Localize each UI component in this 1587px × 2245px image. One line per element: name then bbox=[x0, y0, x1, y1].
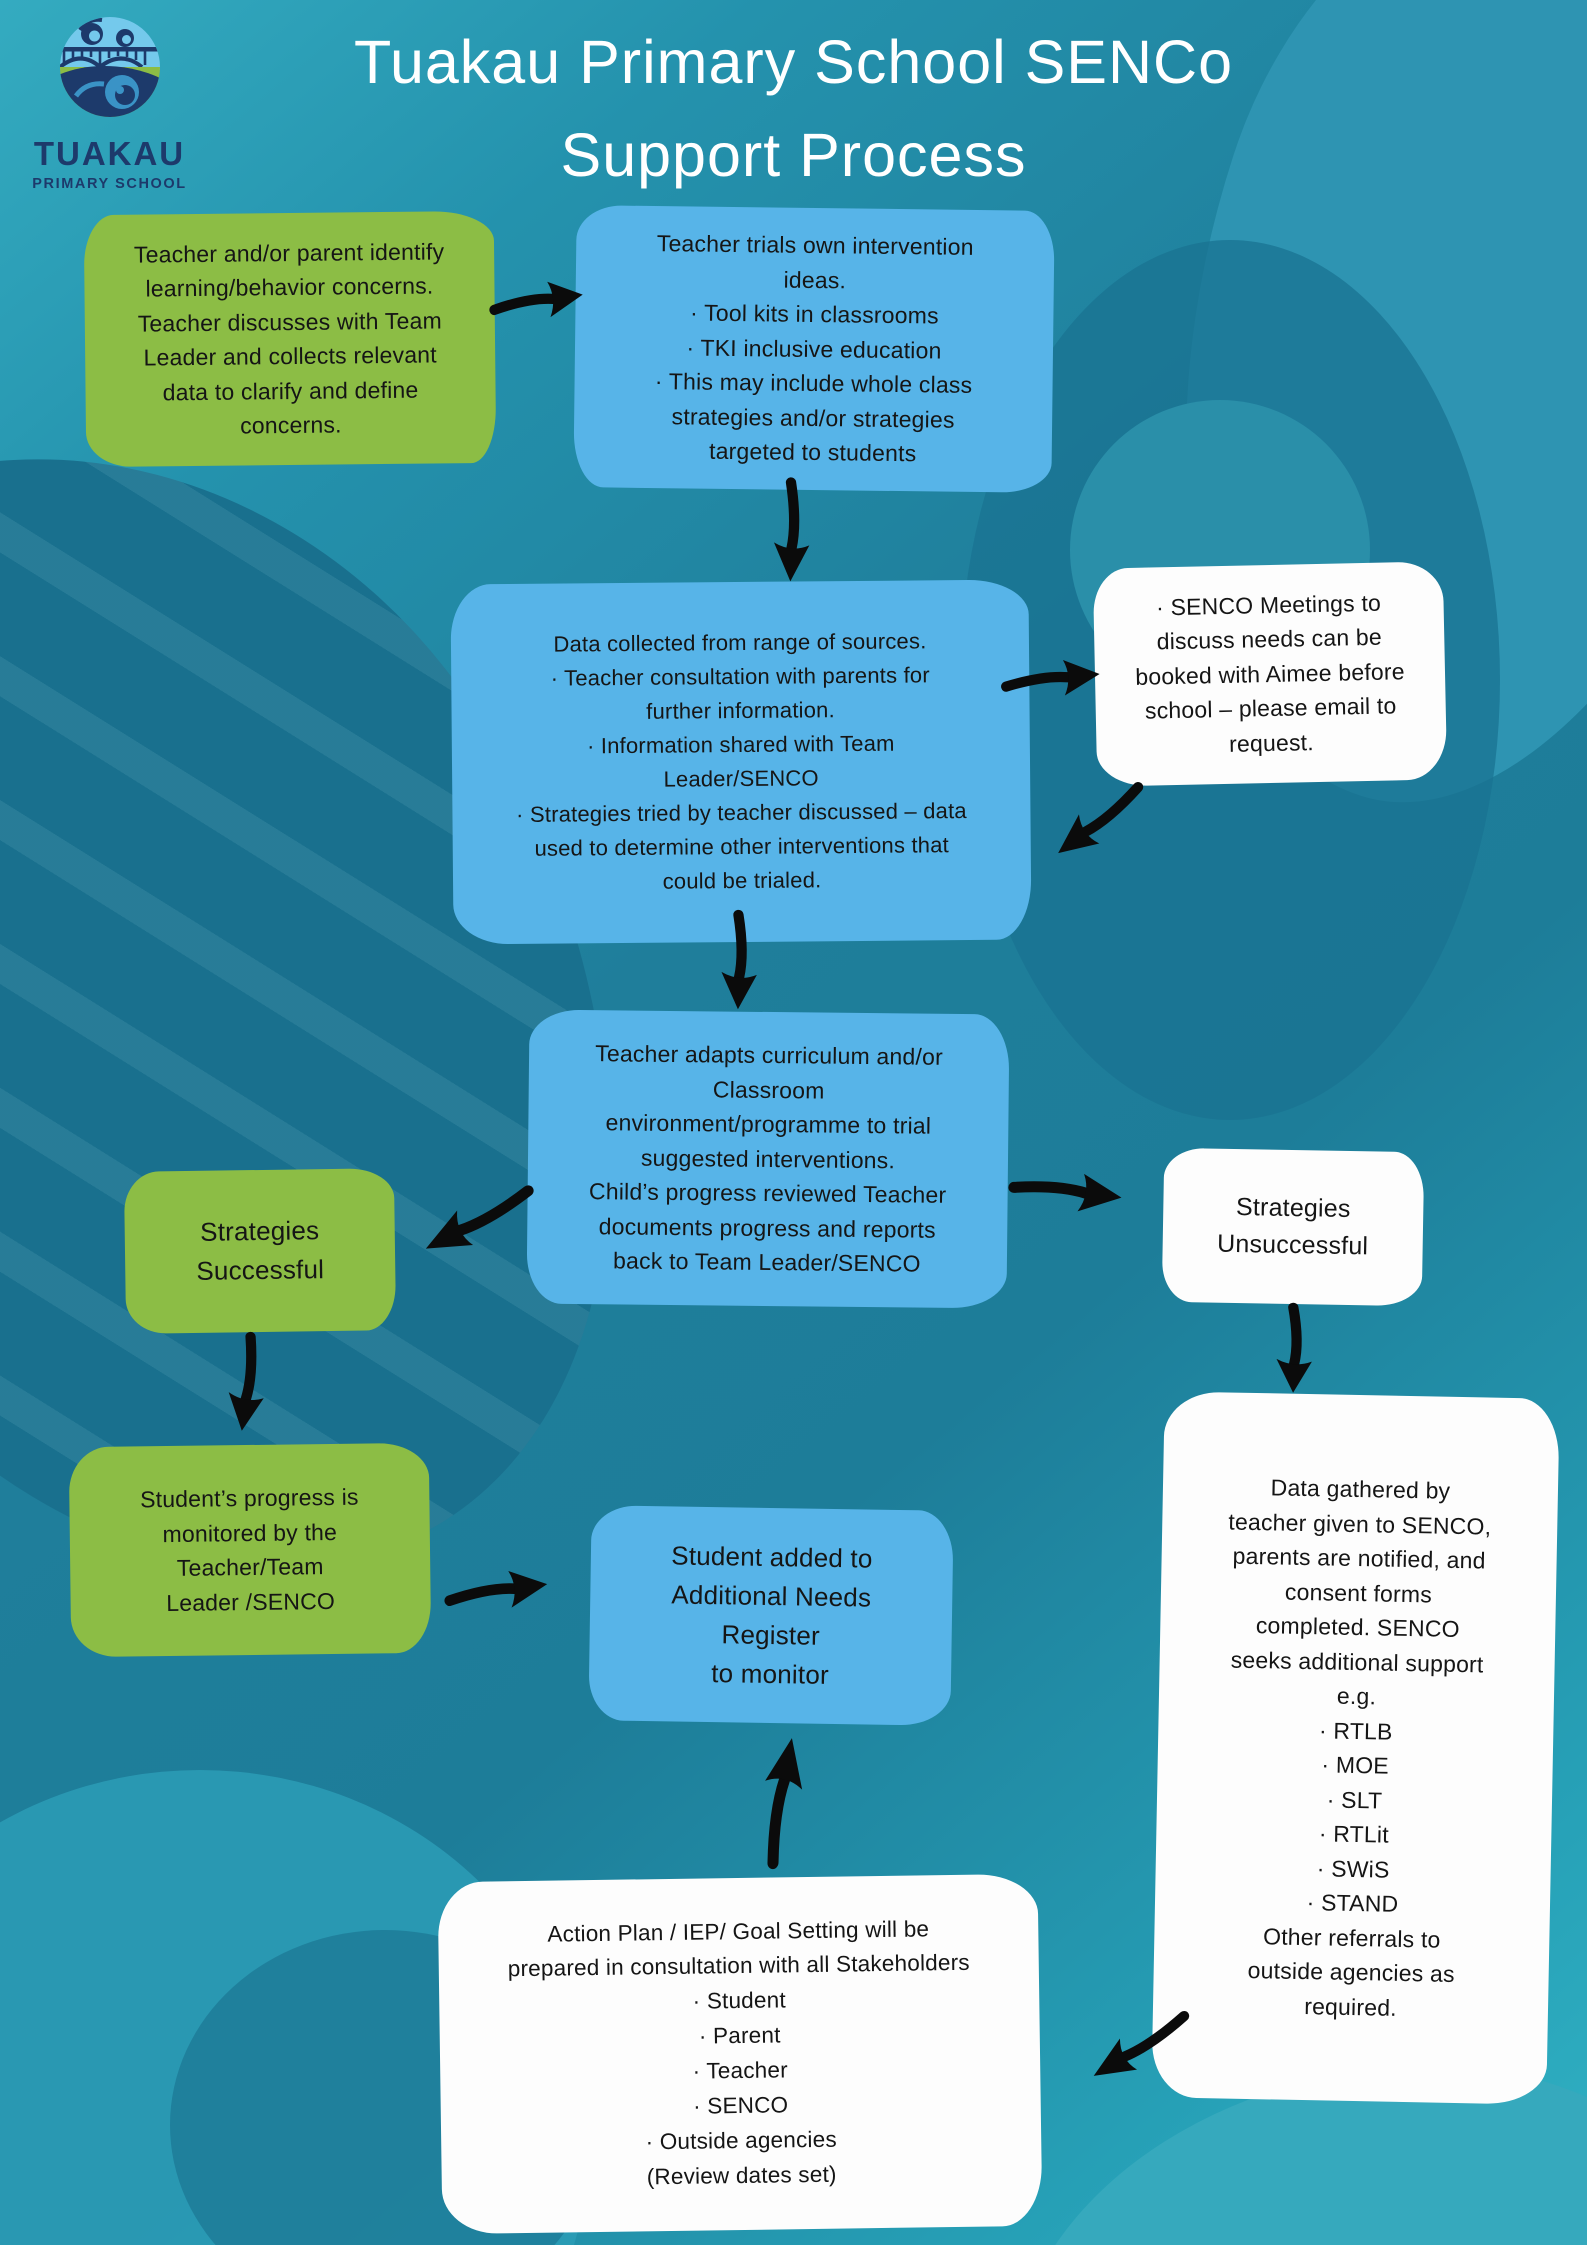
arrow-actionplan-to-register-icon bbox=[738, 1726, 821, 1874]
box-data-gathered-text: Data gathered by teacher given to SENCO, parents are notified, and consent forms completed. SENCO seeks additional support e.g. · RTLB · MOE · SLT · RTLit · SWiS · STAND Other referrals to outside agencies as required. bbox=[1228, 1474, 1492, 2021]
box-strategies-successful bbox=[124, 1168, 396, 1334]
arrow-data-to-adapts-icon bbox=[711, 909, 771, 1016]
poster-title bbox=[0, 16, 1587, 201]
box-teacher-trials bbox=[573, 205, 1054, 493]
box-teacher-adapts bbox=[526, 1009, 1009, 1308]
box-strategies-unsuccessful bbox=[1162, 1148, 1425, 1307]
box-action-plan-text: Action Plan / IEP/ Goal Setting will be prepared in consultation with all Stakeholders · Student · Parent · Teacher · SENCO · Outside agencies (Review dates set) bbox=[507, 1915, 970, 2189]
poster-title-line1: Tuakau Primary School SENCo bbox=[353, 28, 1234, 96]
school-subtitle: PRIMARY SCHOOL bbox=[32, 176, 187, 192]
box-strategies-successful-text: Strategies Successful bbox=[196, 1215, 325, 1286]
box-progress-monitored-text: Student’s progress is monitored by the Teacher/Team Leader /SENCO bbox=[139, 1483, 359, 1616]
box-data-gathered bbox=[1151, 1391, 1559, 2104]
arrow-adapts-to-unsuccessful-icon bbox=[1005, 1153, 1131, 1227]
box-needs-register bbox=[588, 1505, 953, 1726]
box-action-plan bbox=[438, 1874, 1043, 2234]
school-name: TUAKAU bbox=[33, 135, 186, 172]
poster-title-line2: Support Process bbox=[560, 120, 1027, 189]
box-identify-concerns bbox=[84, 211, 497, 467]
box-needs-register-text: Student added to Additional Needs Register to monitor bbox=[671, 1539, 873, 1690]
box-senco-meetings bbox=[1093, 561, 1447, 786]
box-teacher-trials-text: Teacher trials own intervention ideas. · Tool kits in classrooms · TKI inclusive education · This may include whole class strategies and/or strategies targeted to students bbox=[654, 230, 974, 467]
arrow-unsuccessful-to-gathered-icon bbox=[1266, 1302, 1325, 1399]
box-senco-meetings-text: · SENCO Meetings to discuss needs can be booked with Aimee before school – please email to request. bbox=[1135, 589, 1405, 757]
box-progress-monitored bbox=[69, 1443, 432, 1657]
box-identify-concerns-text: Teacher and/or parent identify learning/behavior concerns. Teacher discusses with Team Leader and collects relevant data to clarify and define concerns. bbox=[133, 237, 445, 439]
box-teacher-adapts-text: Teacher adapts curriculum and/or Classroom environment/programme to trial suggested interventions. Child’s progress reviewed Teacher documents progress and reports back to Team Leader/SENCO bbox=[588, 1040, 947, 1277]
arrow-monitored-to-register-icon bbox=[439, 1554, 556, 1627]
box-strategies-unsuccessful-text: Strategies Unsuccessful bbox=[1216, 1192, 1369, 1261]
box-data-collected bbox=[450, 579, 1031, 944]
arrow-trials-to-data-icon bbox=[763, 476, 823, 588]
arrow-data-to-meetings-icon bbox=[997, 645, 1107, 712]
box-data-collected-text: Data collected from range of sources. · Teacher consultation with parents for further information. · Information shared with Team Leader/SENCO · Strategies tried by teacher discussed – data used to determine other interventions that could be trialed. bbox=[515, 628, 967, 894]
